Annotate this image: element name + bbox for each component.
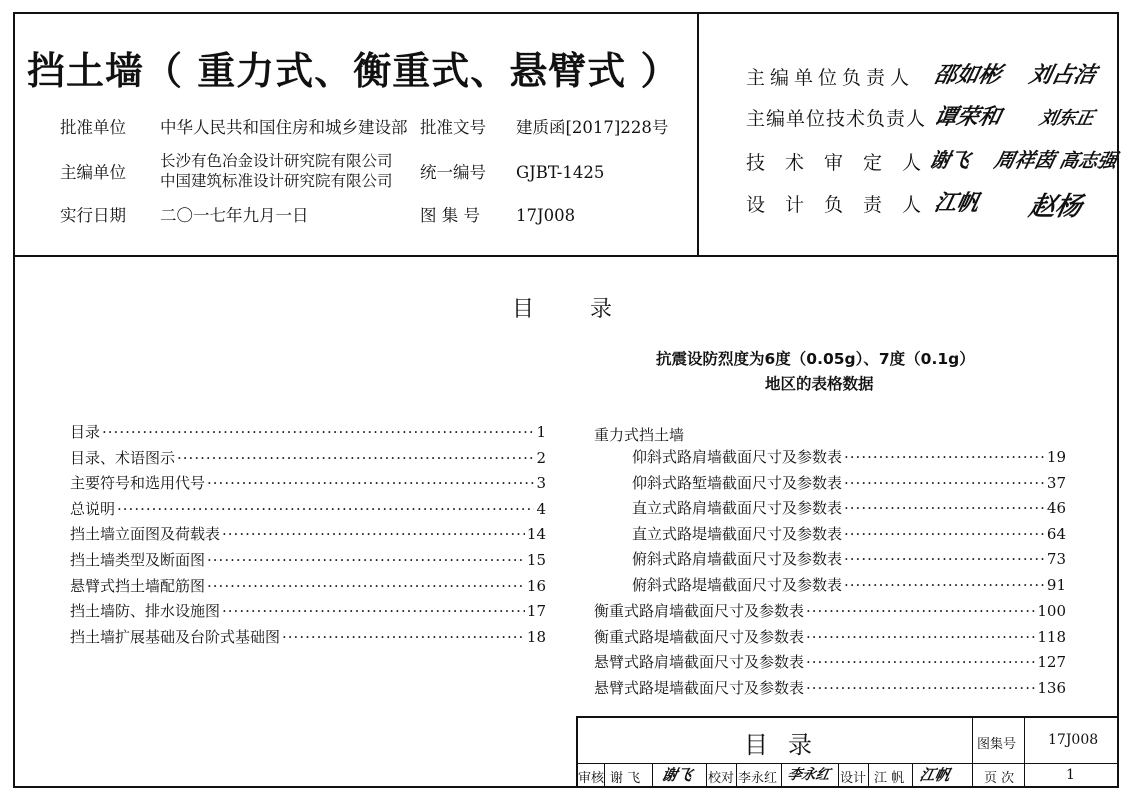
- resp-label-review: 技术审定人: [746, 152, 942, 174]
- tb-sub-divider: [868, 763, 869, 788]
- toc-entry[interactable]: [70, 574, 546, 598]
- toc-leader-dots: [207, 471, 534, 495]
- toc-entry[interactable]: [594, 599, 1066, 623]
- toc-entry-label: 目录、术语图示: [70, 448, 176, 467]
- toc-leader-dots: [806, 676, 1035, 700]
- toc-leader-dots: [282, 625, 525, 649]
- toc-entry[interactable]: [632, 547, 1066, 571]
- tb-check-name: 李永红: [738, 771, 778, 786]
- toc-entry[interactable]: [594, 676, 1066, 700]
- tb-name: 目录: [744, 731, 832, 759]
- toc-entry[interactable]: [632, 573, 1066, 597]
- approve-doc-label: 批准文号: [420, 118, 486, 137]
- atlas-no-label: 图 集 号: [420, 206, 480, 225]
- toc-entry-label: 总说明: [70, 499, 116, 518]
- toc-entry[interactable]: [594, 650, 1066, 674]
- tb-sub-divider: [838, 763, 839, 788]
- tb-col-divider: [1024, 716, 1025, 788]
- toc-entry-page: 4: [536, 499, 546, 518]
- signature: 江帆: [917, 766, 952, 784]
- tb-check-label: 校对: [708, 771, 735, 786]
- toc-leader-dots: [844, 445, 1045, 469]
- toc-entry-page: 18: [526, 627, 546, 646]
- tb-sub-divider: [604, 763, 605, 788]
- toc-entry[interactable]: [632, 471, 1066, 495]
- toc-leader-dots: [102, 420, 534, 444]
- tb-atlas-no: 17J008: [1048, 732, 1099, 748]
- toc-entry-label: 衡重式路堤墙截面尺寸及参数表: [594, 627, 805, 646]
- signature: 谢飞: [927, 148, 973, 172]
- tb-design-name: 江 帆: [874, 771, 905, 786]
- toc-entry-label: 挡土墙防、排水设施图: [70, 602, 221, 621]
- toc-entry-label: 直立式路肩墙截面尺寸及参数表: [632, 499, 843, 518]
- toc-entry-label: 目录: [70, 423, 101, 441]
- toc-leader-dots: [806, 599, 1035, 623]
- tb-page-label: 页 次: [984, 771, 1015, 786]
- toc-entry[interactable]: [70, 446, 546, 470]
- toc-leader-dots: [844, 522, 1045, 546]
- tb-sub-divider: [736, 763, 737, 788]
- toc-entry[interactable]: [70, 497, 546, 521]
- toc-leader-dots: [177, 446, 534, 470]
- toc-entry-label: 俯斜式路堤墙截面尺寸及参数表: [632, 576, 843, 594]
- toc-entry[interactable]: [70, 548, 546, 572]
- title-block: [576, 716, 1119, 788]
- signature: 江帆: [931, 190, 982, 216]
- toc-leader-dots: [806, 625, 1035, 649]
- editor-unit-1: 长沙有色冶金设计研究院有限公司: [160, 152, 393, 170]
- signature: 谭荣和: [931, 104, 1004, 130]
- toc-entry[interactable]: [70, 599, 546, 623]
- toc-leader-dots: [207, 548, 525, 572]
- signature: 赵杨: [1026, 192, 1085, 222]
- toc-entry-page: 100: [1037, 602, 1066, 620]
- toc-leader-dots: [844, 496, 1045, 520]
- toc-leader-dots: [207, 574, 525, 598]
- approve-unit-label: 批准单位: [60, 118, 126, 137]
- tb-atlas-label: 图集号: [977, 737, 1017, 752]
- resp-label-tech: 主编单位技术负责人: [746, 108, 927, 130]
- toc-entry-label: 仰斜式路堑墙截面尺寸及参数表: [632, 473, 843, 492]
- toc-entry[interactable]: [632, 445, 1066, 469]
- editor-unit-label: 主编单位: [60, 163, 126, 182]
- toc-entry-page: 73: [1046, 550, 1066, 569]
- toc-leader-dots: [117, 497, 534, 521]
- tb-sub-divider: [706, 763, 707, 788]
- toc-group-gravity: 重力式挡土墙: [594, 426, 685, 444]
- toc-entry-page: 118: [1037, 627, 1066, 646]
- toc-entry-label: 衡重式路肩墙截面尺寸及参数表: [594, 602, 805, 620]
- toc-entry-label: 悬臂式路肩墙截面尺寸及参数表: [594, 653, 805, 672]
- toc-entry[interactable]: [632, 496, 1066, 520]
- signature: 高志强: [1057, 150, 1120, 172]
- tb-col-divider: [972, 716, 973, 788]
- toc-entry[interactable]: [594, 625, 1066, 649]
- toc-entry-label: 仰斜式路肩墙截面尺寸及参数表: [632, 448, 843, 466]
- unified-no-label: 统一编号: [420, 163, 486, 182]
- unified-no: GJBT-1425: [516, 163, 605, 182]
- toc-entry-page: 16: [526, 576, 546, 595]
- toc-entry-label: 俯斜式路肩墙截面尺寸及参数表: [632, 550, 843, 569]
- resp-label-design: 设计负责人: [746, 194, 942, 216]
- signature: 刘东正: [1037, 108, 1096, 129]
- toc-entry[interactable]: [70, 522, 546, 546]
- tb-border-top: [576, 716, 1119, 718]
- toc-entry-label: 直立式路堤墙截面尺寸及参数表: [632, 524, 843, 543]
- toc-entry-page: 127: [1037, 653, 1066, 672]
- toc-entry-page: 15: [526, 551, 546, 569]
- toc-subheading-1: 抗震设防烈度为6度（0.05g）、7度（0.1g）: [656, 350, 975, 368]
- toc-entry[interactable]: [70, 420, 546, 444]
- toc-leader-dots: [222, 599, 525, 623]
- toc-entry-page: 2: [536, 448, 546, 467]
- toc-entry-label: 悬臂式挡土墙配筋图: [70, 576, 206, 595]
- tb-sub-divider: [781, 763, 782, 788]
- tb-page: 1: [1066, 767, 1075, 783]
- tb-row-divider: [576, 763, 1119, 764]
- tb-design-label: 设计: [840, 771, 867, 786]
- toc-entry[interactable]: [70, 625, 546, 649]
- toc-entry-page: 3: [536, 474, 546, 493]
- toc-leader-dots: [806, 650, 1035, 674]
- toc-leader-dots: [222, 522, 525, 546]
- tb-sub-divider: [912, 763, 913, 788]
- header-divider: [13, 255, 1119, 257]
- date: 二〇一七年九月一日: [160, 206, 309, 225]
- approve-doc: 建质函[2017]228号: [516, 118, 669, 137]
- toc-entry-page: 136: [1037, 678, 1066, 697]
- resp-label-chief-unit: 主编单位负责人: [746, 67, 915, 89]
- toc-subheading-2: 地区的表格数据: [765, 375, 874, 393]
- toc-entry-label: 挡土墙类型及断面图: [70, 551, 206, 569]
- toc-leader-dots: [844, 471, 1045, 495]
- toc-entry-page: 37: [1046, 473, 1066, 492]
- approve-unit: 中华人民共和国住房和城乡建设部: [160, 118, 408, 137]
- toc-entry-label: 主要符号和选用代号: [70, 474, 206, 493]
- toc-entry-page: 64: [1046, 524, 1066, 543]
- toc-entry[interactable]: [632, 522, 1066, 546]
- header-vertical-divider: [697, 12, 699, 256]
- editor-unit-2: 中国建筑标准设计研究院有限公司: [160, 172, 393, 190]
- toc-leader-dots: [844, 547, 1045, 571]
- toc-entry-page: 1: [536, 423, 546, 441]
- signature: 刘占洁: [1026, 62, 1099, 88]
- toc-entry[interactable]: [70, 471, 546, 495]
- toc-heading: 目录: [512, 297, 669, 322]
- signature: 周祥茵: [992, 148, 1058, 172]
- tb-review-label: 审核: [578, 771, 605, 786]
- document-title: 挡土墙（ 重力式、衡重式、悬臂式 ）: [27, 49, 680, 93]
- toc-entry-page: 14: [526, 525, 546, 544]
- toc-entry-page: 19: [1046, 448, 1066, 466]
- toc-entry-label: 挡土墙立面图及荷载表: [70, 525, 221, 544]
- toc-leader-dots: [844, 573, 1045, 597]
- signature: 李永红: [786, 767, 832, 783]
- signature: 邵如彬: [931, 62, 1004, 88]
- date-label: 实行日期: [60, 206, 126, 225]
- toc-entry-label: 挡土墙扩展基础及台阶式基础图: [70, 627, 281, 646]
- tb-review-name: 谢 飞: [610, 771, 641, 786]
- toc-entry-page: 46: [1046, 499, 1066, 518]
- signature: 谢飞: [659, 766, 694, 784]
- toc-entry-page: 17: [526, 602, 546, 621]
- tb-sub-divider: [652, 763, 653, 788]
- toc-entry-page: 91: [1046, 576, 1066, 594]
- toc-entry-label: 悬臂式路堤墙截面尺寸及参数表: [594, 678, 805, 697]
- atlas-no: 17J008: [516, 206, 576, 225]
